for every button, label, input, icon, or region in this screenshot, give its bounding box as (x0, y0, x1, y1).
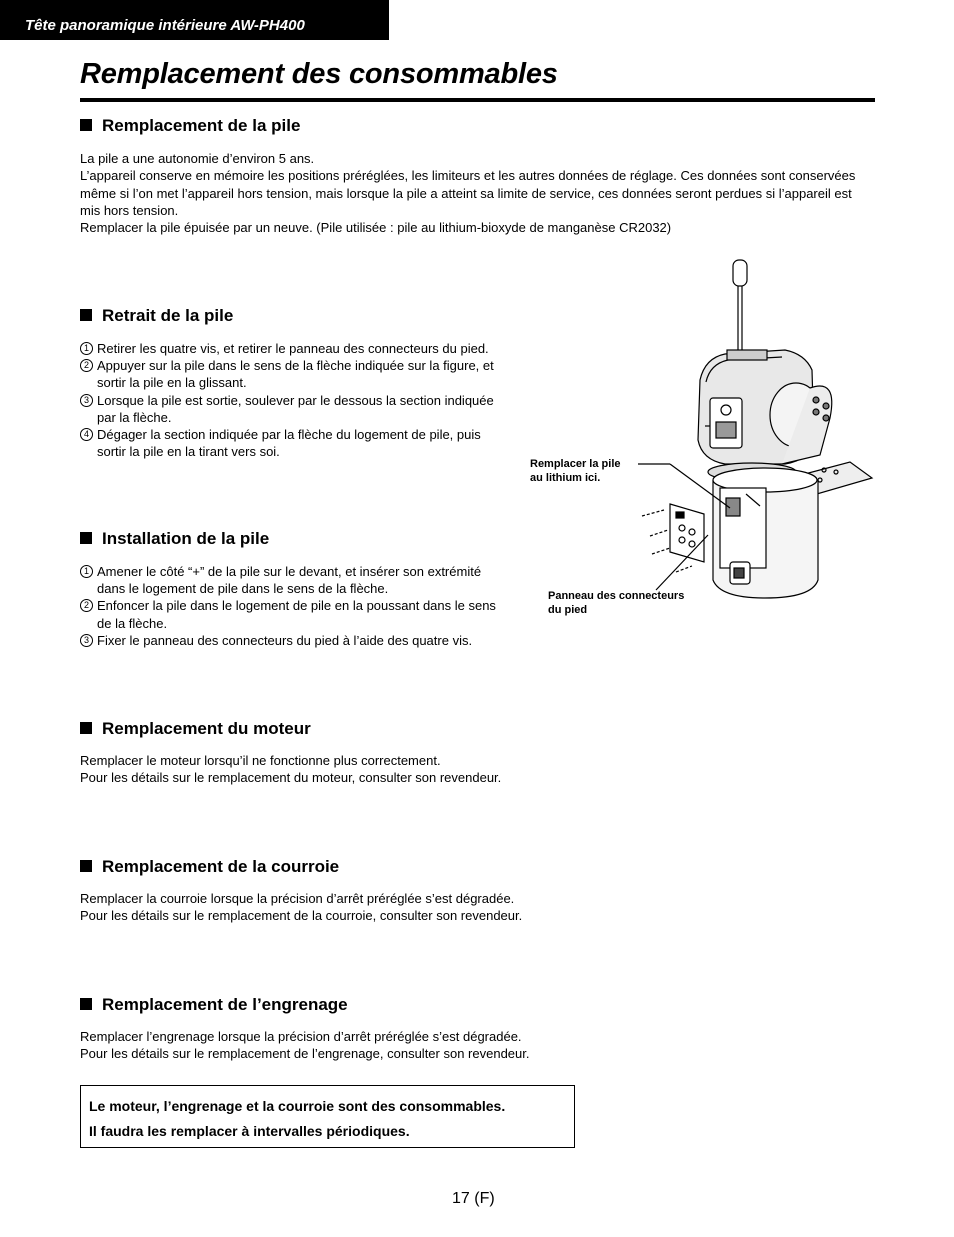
note-line: Il faudra les remplacer à intervalles périodiques. (89, 1123, 410, 1139)
paragraph: Pour les détails sur le remplacement du moteur, consulter son revendeur. (80, 770, 502, 786)
page-title: Remplacement des consommables (80, 58, 558, 90)
circled-number: 3 (80, 394, 93, 407)
circled-number: 2 (80, 599, 93, 612)
header-title: Tête panoramique intérieure AW-PH400 (25, 17, 305, 34)
gear-text (80, 1028, 870, 1063)
battery-text (80, 150, 870, 236)
label-battery-location: Remplacer la pile au lithium ici. (530, 458, 621, 484)
pan-tilt-head-figure (520, 250, 880, 630)
paragraph: Remplacer la pile épuisée par un neuve. (Pile utilisée : pile au lithium-bioxyde de manganèse CR2032) (80, 220, 672, 236)
list-item: 4 Dégager la section indiquée par la flèche du logement de pile, puis sortir la pile en la tirant vers soi. (80, 426, 500, 460)
bullet-square-icon (80, 998, 92, 1010)
bullet-square-icon (80, 309, 92, 321)
page-number: 17 (F) (452, 1190, 495, 1207)
bullet-square-icon (80, 532, 92, 544)
circled-number: 1 (80, 565, 93, 578)
motor-text (80, 752, 870, 787)
section-heading-installation: Installation de la pile (80, 529, 269, 549)
paragraph: Pour les détails sur le remplacement de l’engrenage, consulter son revendeur. (80, 1046, 530, 1062)
header-bar (0, 0, 389, 40)
paragraph: Remplacer l’engrenage lorsque la précision d’arrêt préréglée s’est dégradée. (80, 1029, 522, 1044)
section-heading-motor: Remplacement du moteur (80, 719, 311, 739)
bullet-square-icon (80, 722, 92, 734)
section-heading-belt: Remplacement de la courroie (80, 857, 339, 877)
paragraph: Remplacer la courroie lorsque la précision d’arrêt préréglée s’est dégradée. (80, 891, 515, 906)
section-heading-gear: Remplacement de l’engrenage (80, 995, 348, 1015)
list-item: 1 Retirer les quatre vis, et retirer le panneau des connecteurs du pied. (80, 340, 500, 357)
pan-tilt-head-illustration (520, 250, 880, 630)
paragraph: La pile a une autonomie d’environ 5 ans. (80, 151, 315, 166)
installation-steps (80, 563, 510, 649)
list-item: 2 Enfoncer la pile dans le logement de pile en la poussant dans le sens de la flèche. (80, 597, 510, 631)
paragraph: L’appareil conserve en mémoire les positions préréglées, les limiteurs et les autres données de réglage. Ces données sont conservées même si l’on met l’appareil hors tension, mais lorsque la pile a atteint sa limite de service, ces données seront perdues si l’appareil est mis hors tension. (80, 168, 856, 218)
list-item: 3 Fixer le panneau des connecteurs du pied à l’aide des quatre vis. (80, 632, 510, 649)
paragraph: Pour les détails sur le remplacement de la courroie, consulter son revendeur. (80, 908, 523, 924)
list-item: 2 Appuyer sur la pile dans le sens de la flèche indiquée sur la figure, et sortir la pile en la glissant. (80, 357, 500, 391)
circled-number: 3 (80, 634, 93, 647)
list-item: 1 Amener le côté “+” de la pile sur le devant, et insérer son extrémité dans le logement de pile dans le sens de la flèche. (80, 563, 510, 597)
belt-text (80, 890, 870, 925)
note-box (80, 1085, 575, 1148)
paragraph: Remplacer le moteur lorsqu’il ne fonctionne plus correctement. (80, 753, 441, 768)
title-rule (80, 98, 875, 102)
removal-steps (80, 340, 500, 460)
section-heading-removal: Retrait de la pile (80, 306, 233, 326)
label-connector-panel: Panneau des connecteurs du pied (548, 590, 685, 616)
circled-number: 2 (80, 359, 93, 372)
bullet-square-icon (80, 119, 92, 131)
note-line: Le moteur, l’engrenage et la courroie sont des consommables. (89, 1098, 506, 1114)
circled-number: 1 (80, 342, 93, 355)
circled-number: 4 (80, 428, 93, 441)
section-heading-battery: Remplacement de la pile (80, 116, 300, 136)
list-item: 3 Lorsque la pile est sortie, soulever par le dessous la section indiquée par la flèche. (80, 392, 500, 426)
bullet-square-icon (80, 860, 92, 872)
